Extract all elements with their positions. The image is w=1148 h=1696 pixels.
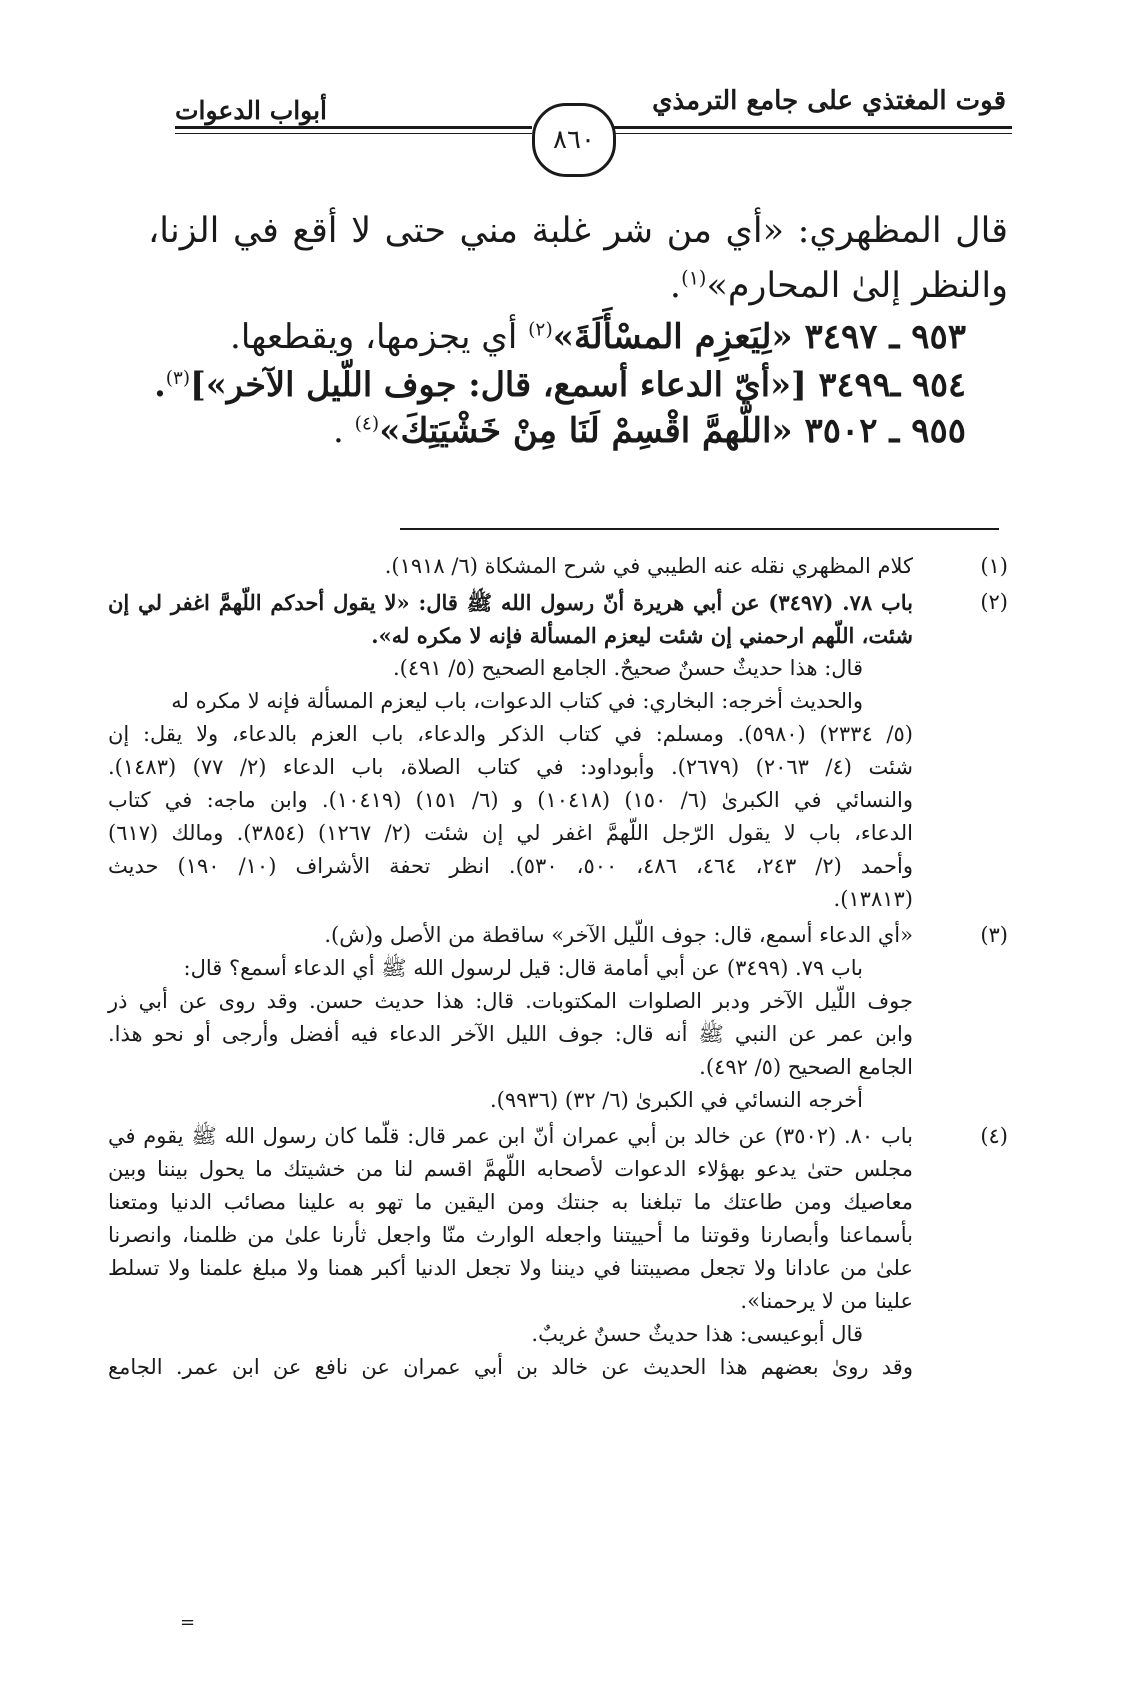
entry-rest: . — [154, 365, 166, 404]
hadith-entry — [148, 408, 1008, 455]
footnote-line: باب ٧٨. (٣٤٩٧) عن أبي هريرة أنّ رسول الله ﷺ قال: «لا يقول أحدكم اللّهمَّ اغفر لي إن — [108, 590, 914, 615]
quote-line: قال المظهري: «أي من شر غلبة مني حتى لا أقع في الزنا، — [148, 211, 1008, 251]
page-number: ٨٦٠ — [532, 103, 616, 177]
entry-lead: ٩٥٣ ـ ٣٤٩٧ «لِيَعزِم المسْأَلَةَ» — [552, 317, 966, 357]
footnote-line: شئت (٤/ ٢٠٦٣) (٢٦٧٩). وأبوداود: في كتاب الصلاة، باب الدعاء (٢/ ٧٧) (١٤٨٣). — [108, 755, 914, 779]
quote-text: والنظر إلىٰ المحارم» — [706, 266, 1008, 306]
footnote-line: شئت، اللّهم ارحمني إن شئت ليعزم المسألة فإنه لا مكره له». — [371, 623, 913, 648]
entry-lead: ٩٥٥ ـ ٣٥٠٢ «اللّهمَّ اقْسِمْ لَنَا مِنْ خَشْيَتِكَ» — [379, 411, 966, 451]
footnote-line: وأحمد (٢/ ٢٤٣، ٤٦٤، ٤٨٦، ٥٠٠، ٥٣٠). انظر تحفة الأشراف (١٠/ ١٩٠) حديث — [108, 854, 913, 878]
footnote-line: أخرجه النسائي في الكبرىٰ (٦/ ٣٢) (٩٩٣٦). — [490, 1088, 863, 1112]
footnote — [108, 550, 1008, 583]
footnote-line: علينا من لا يرحمنا». — [740, 1289, 913, 1313]
footnote-line: باب ٧٩. (٣٤٩٩) عن أبي أمامة قال: قيل لرسول الله ﷺ أي الدعاء أسمع؟ قال: — [183, 956, 863, 980]
footnotes — [108, 550, 1008, 1387]
footnote-line: وقد روىٰ بعضهم هذا الحديث عن خالد بن أبي عمران عن نافع عن ابن عمر. الجامع — [108, 1355, 913, 1379]
footnote-line: (١٣٨١٣). — [833, 887, 913, 911]
footnote-line: والحديث أخرجه: البخاري: في كتاب الدعوات، باب ليعزم المسألة فإنه لا مكره له — [171, 689, 863, 713]
footnote-line: والنسائي في الكبرىٰ (٦/ ١٥٠) (١٠٤١٨) و (٦/ ١٥١) (١٠٤١٩). وابن ماجه: في كتاب — [108, 788, 913, 812]
footnote-line: (٥/ ٢٣٣٤) (٥٩٨٠). ومسلم: في كتاب الذكر والدعاء، باب العزم بالدعاء، ولا يقل: إن — [108, 722, 913, 746]
quote-line — [148, 259, 1008, 314]
header-rule-left-thin — [175, 133, 532, 134]
section-title: أبواب الدعوات — [175, 96, 328, 125]
book-title: قوت المغتذي على جامع الترمذي — [652, 86, 1006, 116]
footnote-line: «أي الدعاء أسمع، قال: جوف اللّيل الآخر» ساقطة من الأصل و(ش). — [324, 923, 913, 947]
header-rule-right-thin — [612, 133, 1012, 134]
entry-rest: . — [332, 411, 355, 451]
footnote — [108, 1120, 1008, 1384]
footnote-line: علىٰ من عادانا ولا تجعل مصيبتنا في ديننا ولا تجعل الدنيا أكبر همنا ولا مبلغ علمنا ولا تسلط — [108, 1256, 913, 1280]
footnote — [108, 919, 1008, 1117]
footnote-number: (١) — [980, 554, 1008, 578]
footnote-number: (٣) — [980, 923, 1008, 947]
footnote-line: الجامع الصحيح (٥/ ٤٩٢). — [699, 1055, 913, 1079]
entry-rest: أي يجزمها، ويقطعها. — [230, 317, 529, 357]
footnote-ref: (٢) — [528, 319, 553, 341]
footnote-line: وابن عمر عن النبي ﷺ أنه قال: جوف الليل الآخر الدعاء فيه أفضل وأرجى أو نحو هذا. — [108, 1022, 913, 1046]
footnote-line: جوف اللّيل الآخر ودبر الصلوات المكتوبات. قال: هذا حديث حسن. وقد روى عن أبي ذر — [108, 989, 913, 1013]
footnote-line: مجلس حتىٰ يدعو بهؤلاء الدعوات لأصحابه اللّهمَّ اقسم لنا من خشيتك ما يحول بيننا وبين — [108, 1157, 913, 1181]
footnote-line: معاصيك ومن طاعتك ما تبلغنا به جنتك ومن اليقين ما تهو به علينا مصائب الدنيا ومتعنا — [108, 1190, 913, 1214]
footnote-ref: (٣) — [165, 367, 190, 389]
footnote-line: الدعاء، باب لا يقول الرّجل اللّهمَّ اغفر لي إن شئت (٢/ ١٢٦٧) (٣٨٥٤). ومالك (٦١٧) — [108, 821, 913, 845]
footnote-ref: (١) — [681, 266, 707, 290]
main-text — [148, 204, 1008, 455]
footnote-line: باب ٨٠. (٣٥٠٢) عن خالد بن أبي عمران أنّ ابن عمر قال: قلّما كان رسول الله ﷺ يقوم في — [108, 1124, 913, 1148]
hadith-entry — [148, 314, 1008, 361]
footnote-line: كلام المظهري نقله عنه الطيبي في شرح المشكاة (٦/ ١٩١٨). — [384, 554, 913, 578]
footnote-line: قال أبوعيسى: هذا حديثٌ حسنٌ غريبٌ. — [531, 1322, 863, 1346]
footnote — [108, 586, 1008, 916]
header-rule-left-thick — [175, 126, 532, 129]
footnote-ref: (٤) — [354, 413, 380, 435]
footnote-separator — [400, 528, 999, 530]
footnote-line: بأسماعنا وأبصارنا وقوتنا ما أحييتنا واجعله الوارث منّا واجعل ثأرنا علىٰ من ظلمنا، وانصرنا — [108, 1223, 913, 1247]
footnote-number: (٢) — [980, 590, 1008, 614]
footnote-line: قال: هذا حديثٌ حسنٌ صحيحٌ. الجامع الصحيح (٥/ ٤٩١). — [392, 656, 863, 680]
entry-lead: ٩٥٤ ـ٣٤٩٩ [«أيّ الدعاء أسمع، قال: جوف اللّيل الآخر»] — [190, 365, 966, 404]
header-rule-right-thick — [612, 126, 1012, 129]
quote-end: . — [669, 266, 682, 306]
footnote-number: (٤) — [980, 1124, 1008, 1148]
hadith-entry — [148, 361, 1008, 408]
continuation-mark: = — [180, 1612, 196, 1633]
